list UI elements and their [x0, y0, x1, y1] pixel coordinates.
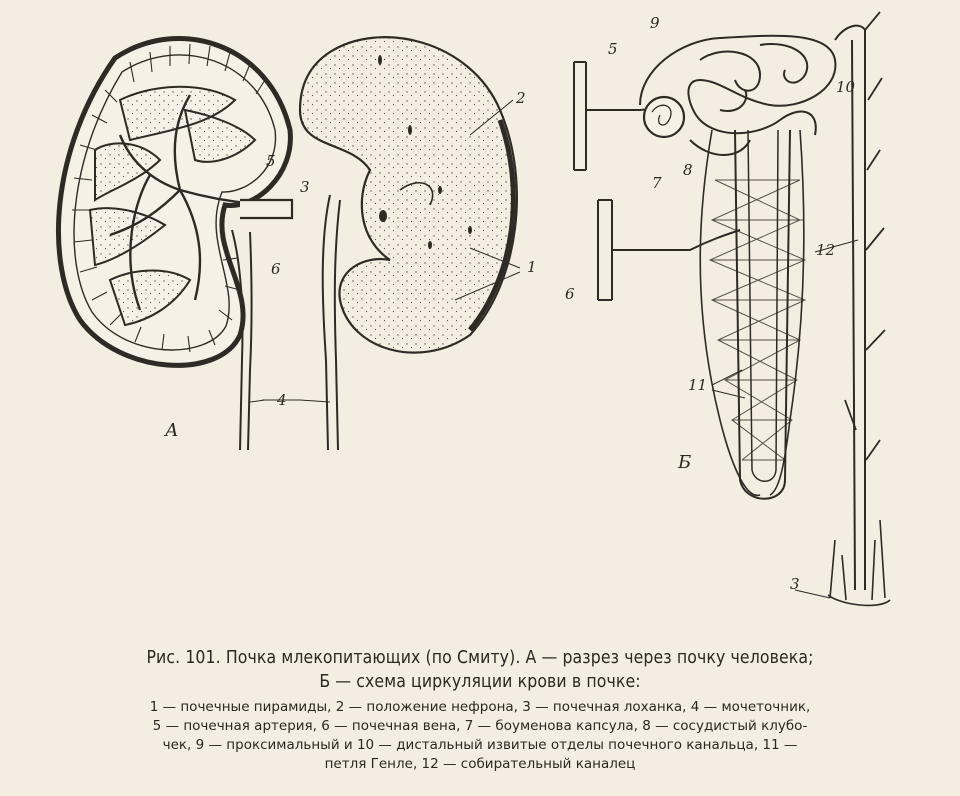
caption-legend-line-1: 1 — почечные пирамиды, 2 — положение нефрона, 3 — почечная лоханка, 4 — мочеточник, [149, 699, 811, 715]
label-a-1: 1 [527, 258, 537, 276]
label-b-9: 9 [650, 14, 660, 32]
label-a-3: 3 [300, 178, 310, 196]
label-b-10: 10 [836, 78, 856, 96]
label-a-4: 4 [277, 391, 287, 409]
label-b-8: 8 [683, 161, 693, 179]
caption-legend-line-4: петля Генле, 12 — собирательный каналец [324, 756, 636, 772]
label-a-2: 2 [516, 89, 526, 107]
kidney-section-right [300, 37, 517, 450]
caption-legend-line-2: 5 — почечная артерия, 6 — почечная вена, 7 — боуменова капсула, 8 — сосудистый клубо- [152, 718, 808, 734]
figure-caption-subtitle: Б — схема циркуляции крови в почке: [319, 672, 641, 692]
caption-legend-line-3: чек, 9 — проксимальный и 10 — дистальный извитые отделы почечного канальца, 11 — [162, 737, 798, 753]
label-b-3: 3 [790, 575, 800, 593]
figure-caption-title: Рис. 101. Почка млекопитающих (по Смиту). А — разрез через почку человека; [146, 648, 814, 668]
kidney-section-left [58, 39, 292, 450]
label-leaders [250, 100, 858, 598]
label-b-12: 12 [816, 241, 836, 259]
label-b-11: 11 [688, 376, 708, 394]
label-a-5: 5 [266, 152, 276, 170]
label-b-6: 6 [565, 285, 575, 303]
panel-b-label: Б [678, 452, 692, 473]
nephron-circulation-scheme [574, 12, 890, 605]
panel-a-label: А [165, 420, 179, 441]
label-b-5: 5 [608, 40, 618, 58]
label-b-7: 7 [652, 174, 662, 192]
label-a-6: 6 [271, 260, 281, 278]
